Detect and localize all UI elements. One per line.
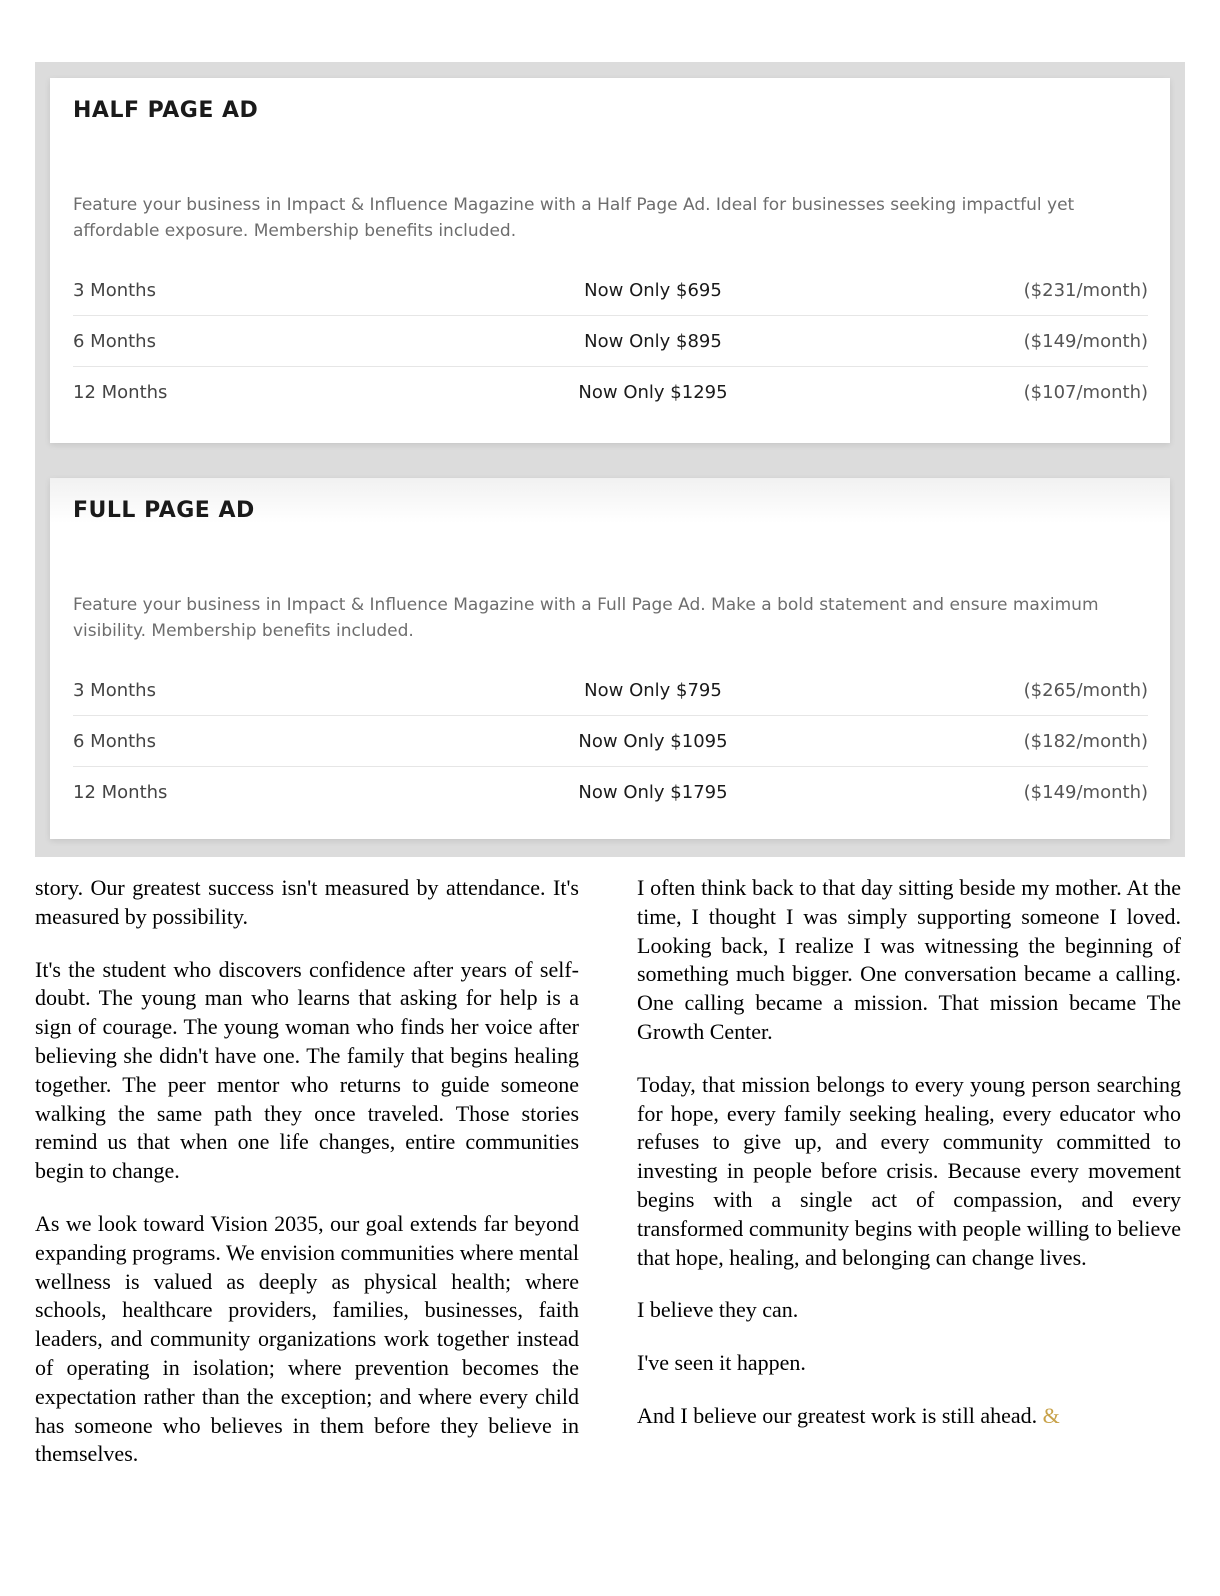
price-row xyxy=(73,716,1148,767)
end-mark: & xyxy=(1042,1402,1060,1428)
full-page-ad-description: Feature your business in Impact & Influence Magazine with a Full Page Ad. Make a bold statement and ensure maximum visibility. Membership benefits included. xyxy=(73,595,1099,641)
full-page-ad-title: FULL PAGE AD xyxy=(73,498,255,523)
article-paragraph: I believe they can. xyxy=(637,1297,799,1323)
term-label: 6 Months xyxy=(73,331,156,352)
price-row xyxy=(73,367,1148,417)
half-page-ad-description: Feature your business in Impact & Influence Magazine with a Half Page Ad. Ideal for businesses seeking impactful yet affordable exposure. Membership benefits included. xyxy=(73,195,1075,241)
half-page-ad-price-list xyxy=(73,265,1148,417)
price-label: Now Only $895 xyxy=(584,331,722,352)
article-paragraph: story. Our greatest success isn't measured by attendance. It's measured by possibility. xyxy=(35,875,579,929)
price-label: Now Only $1795 xyxy=(578,782,728,803)
term-label: 3 Months xyxy=(73,680,156,701)
ad-pricing-section xyxy=(35,62,1185,857)
term-label: 3 Months xyxy=(73,280,156,301)
closing-sentence: And I believe our greatest work is still ahead. xyxy=(637,1402,1038,1428)
article-paragraph: Today, that mission belongs to every young person searching for hope, every family seeking healing, every educator who refuses to give up, and every community committed to investing in people before crisis. Because every movement begins with a single act of compassion, and every transformed community begins with people willing to believe that hope, healing, and belonging can change lives. xyxy=(637,1071,1181,1270)
term-label: 6 Months xyxy=(73,731,156,752)
article-paragraph: I've seen it happen. xyxy=(637,1350,806,1376)
full-page-ad-card xyxy=(50,478,1170,839)
article-right-column xyxy=(637,874,1181,1455)
price-row xyxy=(73,665,1148,716)
article-left-column xyxy=(35,874,579,1493)
term-label: 12 Months xyxy=(73,382,168,403)
monthly-rate: ($182/month) xyxy=(1023,731,1148,752)
article-closing-paragraph xyxy=(637,1402,1181,1431)
price-row xyxy=(73,316,1148,367)
monthly-rate: ($231/month) xyxy=(1023,280,1148,301)
full-page-ad-price-list xyxy=(73,665,1148,817)
price-label: Now Only $795 xyxy=(584,680,722,701)
monthly-rate: ($107/month) xyxy=(1023,382,1148,403)
price-label: Now Only $695 xyxy=(584,280,722,301)
monthly-rate: ($149/month) xyxy=(1023,331,1148,352)
article-paragraph: I often think back to that day sitting beside my mother. At the time, I thought I was simply supporting someone I loved. Looking back, I realize I was witnessing the beginning of something much bigger. One conversation became a calling. One calling became a mission. That mission became The Growth Center. xyxy=(637,875,1181,1044)
monthly-rate: ($149/month) xyxy=(1023,782,1148,803)
monthly-rate: ($265/month) xyxy=(1023,680,1148,701)
term-label: 12 Months xyxy=(73,782,168,803)
article-paragraph: As we look toward Vision 2035, our goal extends far beyond expanding programs. We envision communities where mental wellness is valued as deeply as physical health; where schools, healthcare providers, families, businesses, faith leaders, and community organizations work together instead of operating in isolation; where prevention becomes the expectation rather than the exception; and where every child has someone who believes in them before they believe in themselves. xyxy=(35,1210,579,1467)
article-paragraph: It's the student who discovers confidence after years of self-doubt. The young man who learns that asking for help is a sign of courage. The young woman who finds her voice after believing she didn't have one. The family that begins healing together. The peer mentor who returns to guide someone walking the same path they once traveled. Those stories remind us that when one life changes, entire communities begin to change. xyxy=(35,956,579,1184)
price-row xyxy=(73,767,1148,817)
price-label: Now Only $1095 xyxy=(578,731,728,752)
half-page-ad-card xyxy=(50,78,1170,443)
price-row xyxy=(73,265,1148,316)
price-label: Now Only $1295 xyxy=(578,382,728,403)
half-page-ad-title: HALF PAGE AD xyxy=(73,98,259,123)
